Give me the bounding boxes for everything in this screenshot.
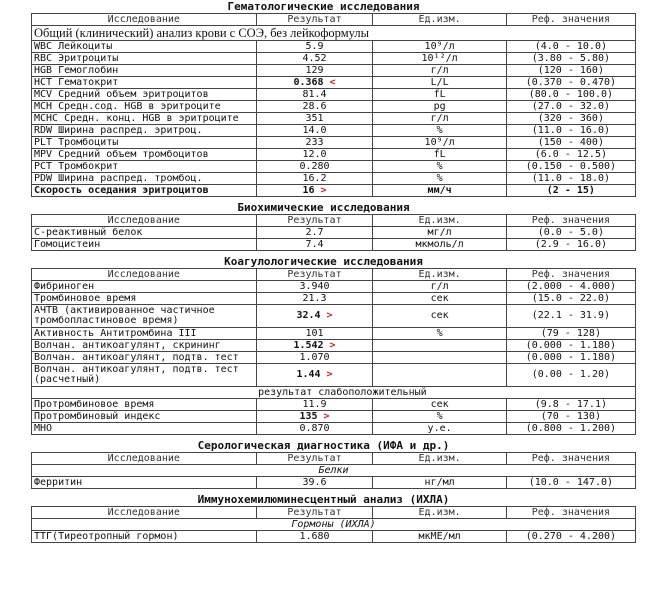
test-row: [32, 125, 636, 137]
test-unit: мг/л: [373, 227, 506, 239]
hematology-section-title: Гематологические исследования: [227, 0, 420, 13]
result-value: 14.0: [302, 124, 327, 136]
table-header-row: [32, 453, 636, 465]
test-row: [32, 113, 636, 125]
result-value: 32.4: [296, 310, 321, 321]
test-ref-range: (320 - 360): [506, 113, 635, 125]
header-test: Исследование: [32, 269, 257, 281]
test-name: MCV Средний объем эритроцитов: [32, 89, 257, 101]
hematology-table: [31, 13, 636, 197]
header-unit: Ед.изм.: [373, 507, 506, 519]
serology-section-title: Серологическая диагностика (ИФА и др.): [197, 439, 450, 452]
test-unit: 10¹²/л: [373, 53, 506, 65]
test-row: [32, 239, 636, 251]
test-row: [32, 305, 636, 328]
test-ref-range: (6.0 - 12.5): [506, 149, 635, 161]
test-unit: сек: [373, 399, 506, 411]
test-name: Волчан. антикоагулянт, подтв. тест: [32, 352, 257, 364]
test-unit: %: [373, 125, 506, 137]
test-ref-range: (15.0 - 22.0): [506, 293, 635, 305]
test-ref-range: (0.0 - 5.0): [506, 227, 635, 239]
result-value: 1.542: [293, 339, 324, 351]
test-result: [256, 531, 373, 543]
test-result: [256, 149, 373, 161]
header-test: Исследование: [32, 215, 257, 227]
test-ref-range: (3.80 - 5.80): [506, 53, 635, 65]
result-value: 4.52: [302, 52, 327, 64]
test-unit: мм/ч: [373, 185, 506, 197]
test-unit: [373, 340, 506, 352]
test-result: [256, 113, 373, 125]
result-value: 7.4: [305, 238, 324, 250]
test-row: [32, 293, 636, 305]
test-row: [32, 227, 636, 239]
test-ref-range: (0.150 - 0.500): [506, 161, 635, 173]
header-ref: Реф. значения: [506, 453, 635, 465]
table-header-row: [32, 14, 636, 26]
test-row: [32, 41, 636, 53]
abnormal-flag: >: [320, 184, 327, 196]
test-result: [256, 89, 373, 101]
test-result: [256, 41, 373, 53]
abnormal-flag: >: [326, 310, 333, 321]
header-unit: Ед.изм.: [373, 453, 506, 465]
abnormal-flag: >: [326, 369, 333, 380]
test-unit: %: [373, 161, 506, 173]
test-result: [256, 161, 373, 173]
result-value: 135: [299, 410, 318, 422]
test-ref-range: (2.9 - 16.0): [506, 239, 635, 251]
test-unit: мкМЕ/мл: [373, 531, 506, 543]
result-value: 101: [305, 327, 324, 339]
test-result: [256, 328, 373, 340]
test-ref-range: (0.000 - 1.180): [506, 352, 635, 364]
test-name: PLT Тромбоциты: [32, 137, 257, 149]
panel-subtitle-row: [32, 26, 636, 41]
header-result: Результат: [256, 215, 373, 227]
test-ref-range: (11.0 - 18.0): [506, 173, 635, 185]
result-value: 11.9: [302, 398, 327, 410]
test-unit: сек: [373, 293, 506, 305]
result-value: 1.680: [299, 530, 330, 542]
header-ref: Реф. значения: [506, 14, 635, 26]
test-name: Ферритин: [32, 477, 257, 489]
test-row: [32, 149, 636, 161]
biochemistry-section-title: Биохимические исследования: [237, 201, 410, 214]
header-result: Результат: [256, 453, 373, 465]
result-value: 0.368: [293, 76, 324, 88]
test-result: [256, 77, 373, 89]
test-row: [32, 328, 636, 340]
test-result: [256, 293, 373, 305]
test-unit: fL: [373, 149, 506, 161]
test-name: WBC Лейкоциты: [32, 41, 257, 53]
test-result: [256, 423, 373, 435]
test-result: [256, 364, 373, 387]
result-value: 16.2: [302, 172, 327, 184]
header-ref: Реф. значения: [506, 215, 635, 227]
test-unit: 10⁹/л: [373, 137, 506, 149]
test-result: [256, 137, 373, 149]
header-result: Результат: [256, 269, 373, 281]
result-value: 21.3: [302, 292, 327, 304]
test-ref-range: (150 - 400): [506, 137, 635, 149]
test-result: [256, 65, 373, 77]
test-row: [32, 53, 636, 65]
test-name: Скорость оседания эритроцитов: [32, 185, 257, 197]
test-row: [32, 173, 636, 185]
serology-table: [31, 452, 636, 489]
test-result: [256, 125, 373, 137]
test-unit: г/л: [373, 281, 506, 293]
test-unit: %: [373, 173, 506, 185]
test-ref-range: (80.0 - 100.0): [506, 89, 635, 101]
result-value: 0.280: [299, 160, 330, 172]
test-ref-range: (0.800 - 1.200): [506, 423, 635, 435]
test-unit: 10⁹/л: [373, 41, 506, 53]
test-name: RBC Эритроциты: [32, 53, 257, 65]
test-ref-range: (27.0 - 32.0): [506, 101, 635, 113]
header-test: Исследование: [32, 453, 257, 465]
test-unit: %: [373, 411, 506, 423]
abnormal-flag: >: [329, 339, 336, 351]
header-ref: Реф. значения: [506, 269, 635, 281]
test-row: [32, 399, 636, 411]
interpretation-text: результат слабоположительный: [256, 387, 635, 399]
result-value: 233: [305, 136, 324, 148]
test-row: [32, 281, 636, 293]
test-name: Протромбиновый индекс: [32, 411, 257, 423]
test-ref-range: (120 - 160): [506, 65, 635, 77]
header-unit: Ед.изм.: [373, 215, 506, 227]
test-name: MCH Средн.сод. HGB в эритроците: [32, 101, 257, 113]
test-row: [32, 161, 636, 173]
result-value: 351: [305, 112, 324, 124]
test-ref-range: (0.270 - 4.200): [506, 531, 635, 543]
test-unit: [373, 364, 506, 387]
test-name: MCHC Средн. конц. HGB в эритроците: [32, 113, 257, 125]
result-value: 3.940: [299, 280, 330, 292]
test-row: [32, 77, 636, 89]
group-row: [32, 465, 636, 477]
test-row: [32, 352, 636, 364]
test-name: HCT Гематокрит: [32, 77, 257, 89]
test-row: [32, 101, 636, 113]
test-unit: fL: [373, 89, 506, 101]
test-ref-range: (22.1 - 31.9): [506, 305, 635, 328]
test-unit: %: [373, 328, 506, 340]
header-ref: Реф. значения: [506, 507, 635, 519]
test-unit: сек: [373, 305, 506, 328]
abnormal-flag: <: [329, 76, 336, 88]
test-result: [256, 477, 373, 489]
group-row: [32, 519, 636, 531]
test-result: [256, 352, 373, 364]
biochemistry-table: [31, 214, 636, 251]
test-result: [256, 305, 373, 328]
test-name: Гомоцистеин: [32, 239, 257, 251]
test-result: [256, 53, 373, 65]
test-result: [256, 399, 373, 411]
result-value: 81.4: [302, 88, 327, 100]
immuno-table: [31, 506, 636, 543]
header-test: Исследование: [32, 507, 257, 519]
test-row: [32, 531, 636, 543]
table-header-row: [32, 215, 636, 227]
result-value: 1.070: [299, 351, 330, 363]
test-unit: мкмоль/л: [373, 239, 506, 251]
abnormal-flag: >: [323, 410, 330, 422]
test-row: [32, 423, 636, 435]
test-row: [32, 137, 636, 149]
result-value: 0.870: [299, 422, 330, 434]
result-value: 28.6: [302, 100, 327, 112]
test-ref-range: (11.0 - 16.0): [506, 125, 635, 137]
result-value: 1.44: [296, 369, 321, 380]
header-unit: Ед.изм.: [373, 14, 506, 26]
test-result: [256, 173, 373, 185]
test-name: ТТГ(Тиреотропный гормон): [32, 531, 257, 543]
group-label: Гормоны (ИХЛА): [32, 519, 636, 531]
test-row: [32, 477, 636, 489]
table-header-row: [32, 269, 636, 281]
test-unit: [373, 352, 506, 364]
result-value: 2.7: [305, 226, 324, 238]
test-unit: нг/мл: [373, 477, 506, 489]
header-result: Результат: [256, 507, 373, 519]
test-ref-range: (0.00 - 1.20): [506, 364, 635, 387]
result-value: 12.0: [302, 148, 327, 160]
test-result: [256, 185, 373, 197]
test-ref-range: (0.000 - 1.180): [506, 340, 635, 352]
table-header-row: [32, 507, 636, 519]
test-result: [256, 239, 373, 251]
header-result: Результат: [256, 14, 373, 26]
test-row: [32, 89, 636, 101]
test-name: Волчан. антикоагулянт, подтв. тест (расчетный): [32, 364, 257, 387]
test-row: [32, 411, 636, 423]
test-name: С-реактивный белок: [32, 227, 257, 239]
test-name: Тромбиновое время: [32, 293, 257, 305]
test-result: [256, 101, 373, 113]
test-ref-range: (2.000 - 4.000): [506, 281, 635, 293]
test-ref-range: (70 - 130): [506, 411, 635, 423]
test-unit: у.е.: [373, 423, 506, 435]
interpretation-row: [32, 387, 636, 399]
header-test: Исследование: [32, 14, 257, 26]
test-result: [256, 340, 373, 352]
test-row: [32, 340, 636, 352]
test-name: PCT Тромбокрит: [32, 161, 257, 173]
coagulation-section-title: Коагулологические исследования: [224, 255, 423, 268]
test-name: HGB Гемоглобин: [32, 65, 257, 77]
test-name: АЧТВ (активированное частичное тромбопластиновое время): [32, 305, 257, 328]
test-name: Протромбиновое время: [32, 399, 257, 411]
test-name: МНО: [32, 423, 257, 435]
test-name: Фибриноген: [32, 281, 257, 293]
group-label: Белки: [32, 465, 636, 477]
result-value: 5.9: [305, 40, 324, 52]
test-row: [32, 185, 636, 197]
result-value: 16: [302, 184, 315, 196]
test-result: [256, 281, 373, 293]
test-name: Волчан. антикоагулянт, скрининг: [32, 340, 257, 352]
test-result: [256, 227, 373, 239]
result-value: 129: [305, 64, 324, 76]
test-ref-range: (10.0 - 147.0): [506, 477, 635, 489]
test-name: PDW Ширина распред. тромбоц.: [32, 173, 257, 185]
test-unit: г/л: [373, 113, 506, 125]
test-unit: L/L: [373, 77, 506, 89]
test-ref-range: (79 - 128): [506, 328, 635, 340]
test-name: MPV Средний объем тромбоцитов: [32, 149, 257, 161]
header-unit: Ед.изм.: [373, 269, 506, 281]
test-result: [256, 411, 373, 423]
test-row: [32, 65, 636, 77]
test-ref-range: (2 - 15): [506, 185, 635, 197]
result-value: 39.6: [302, 476, 327, 488]
immuno-section-title: Иммунохемилюминесцентный анализ (ИХЛА): [197, 493, 450, 506]
test-ref-range: (4.0 - 10.0): [506, 41, 635, 53]
test-ref-range: (0.370 - 0.470): [506, 77, 635, 89]
test-row: [32, 364, 636, 387]
test-unit: г/л: [373, 65, 506, 77]
coagulation-table: [31, 268, 636, 435]
test-unit: pg: [373, 101, 506, 113]
panel-subtitle: Общий (клинический) анализ крови с СОЭ, без лейкоформулы: [32, 26, 636, 41]
test-name: RDW Ширина распред. эритроц.: [32, 125, 257, 137]
test-ref-range: (9.8 - 17.1): [506, 399, 635, 411]
test-name: Активность Антитромбина III: [32, 328, 257, 340]
